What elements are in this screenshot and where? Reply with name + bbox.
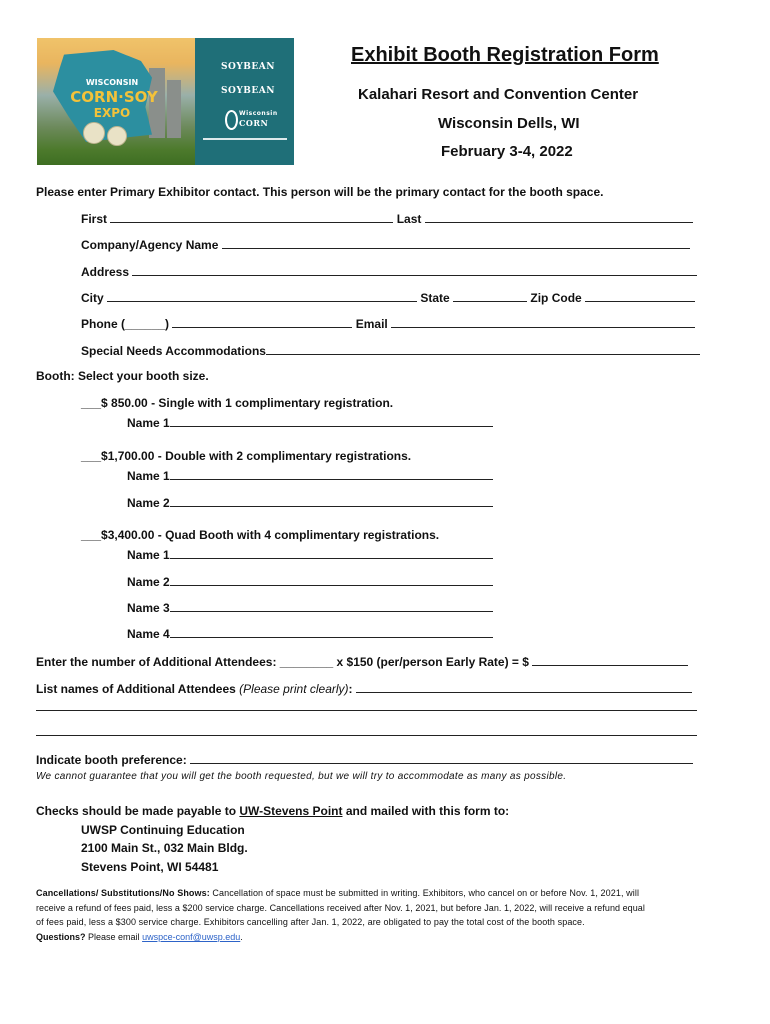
last-name-field[interactable] xyxy=(425,211,693,223)
company-row xyxy=(81,237,690,252)
attendee-list-row xyxy=(36,681,692,696)
double-name2-field[interactable] xyxy=(170,495,493,507)
city-row xyxy=(81,290,695,305)
policy-line-2: receive a refund of fees paid, less a $200 service charge. Cancellations received after Nov. 1, 2021, but before Jan. 1, 2022, will receive a refund equal xyxy=(36,903,645,913)
mailing-address-line3: Stevens Point, WI 54481 xyxy=(81,860,219,874)
booth-preference-field[interactable] xyxy=(190,752,693,764)
contact-intro: Please enter Primary Exhibitor contact. This person will be the primary contact for the booth space. xyxy=(36,185,604,199)
logo-wisconsin-text: WISCONSIN xyxy=(85,78,139,87)
sponsor-logo-soybean-2: SOYBEAN xyxy=(221,86,275,96)
company-field[interactable] xyxy=(222,237,690,249)
address-field[interactable] xyxy=(132,264,697,276)
sponsor-logo-corn: CORN xyxy=(239,118,269,128)
city-field[interactable] xyxy=(107,290,417,302)
quad-name3-row xyxy=(127,600,493,615)
double-name2-row xyxy=(127,495,493,510)
sponsor-logo-soybean: SOYBEAN xyxy=(221,62,275,72)
expo-logo-banner xyxy=(37,38,294,165)
payment-line-pre: Checks should be made payable to xyxy=(36,804,240,818)
attendee-count-row xyxy=(36,654,688,669)
corn-icon xyxy=(225,110,238,130)
name3-label: Name 3 xyxy=(127,601,170,615)
first-name-row xyxy=(81,211,693,226)
name1-label: Name 1 xyxy=(127,469,170,483)
city-label: City xyxy=(81,291,104,305)
booth-heading: Booth: Select your booth size. xyxy=(36,369,209,383)
first-name-label: First xyxy=(81,212,108,226)
quad-name2-row xyxy=(127,574,493,589)
name2-label: Name 2 xyxy=(127,496,170,510)
soybean-icon xyxy=(107,126,127,146)
name4-label: Name 4 xyxy=(127,627,170,641)
address-label: Address xyxy=(81,265,130,279)
name1-label: Name 1 xyxy=(127,548,170,562)
company-label: Company/Agency Name xyxy=(81,238,219,252)
special-needs-row xyxy=(81,343,700,358)
payment-payee: UW-Stevens Point xyxy=(239,804,343,818)
first-name-field[interactable] xyxy=(110,211,393,223)
double-name1-field[interactable] xyxy=(170,468,493,480)
mailing-address-line1: UWSP Continuing Education xyxy=(81,823,245,837)
booth-option-double[interactable]: ___$1,700.00 - Double with 2 complimentary registrations. xyxy=(81,449,412,463)
payment-instructions xyxy=(36,804,509,818)
policy-text-1: Cancellation of space must be submitted in writing. Exhibitors, who cancel on or before Nov. 1, 2021, will xyxy=(212,888,640,898)
sponsor-logo-corn-top: Wisconsin xyxy=(239,110,278,117)
attendee-list-line-3[interactable] xyxy=(36,735,697,736)
attendee-list-field[interactable] xyxy=(356,681,692,693)
page-title: Exhibit Booth Registration Form xyxy=(351,44,659,66)
attendee-list-colon: : xyxy=(348,682,353,696)
single-name1-field[interactable] xyxy=(170,415,493,427)
phone-email-row xyxy=(81,316,695,331)
questions-line xyxy=(36,932,243,942)
policy-label: Cancellations/ Substitutions/No Shows: xyxy=(36,888,210,898)
special-needs-label: Special Needs Accommodations xyxy=(81,344,266,358)
attendee-total-field[interactable] xyxy=(532,654,688,666)
state-field[interactable] xyxy=(453,290,527,302)
booth-preference-row xyxy=(36,752,693,767)
double-name1-row xyxy=(127,468,493,483)
questions-label: Questions? xyxy=(36,932,86,942)
logo-expo-text: EXPO xyxy=(93,106,131,120)
silo-shape xyxy=(167,80,181,138)
payment-line-post: and mailed with this form to: xyxy=(342,804,510,818)
quad-name1-field[interactable] xyxy=(170,547,493,559)
quad-name2-field[interactable] xyxy=(170,574,493,586)
questions-period: . xyxy=(240,932,243,942)
booth-preference-label: Indicate booth preference: xyxy=(36,753,187,767)
last-name-label: Last xyxy=(396,212,422,226)
logo-corn-soy-text: CORN·SOY xyxy=(70,88,158,106)
attendee-count-label: Enter the number of Additional Attendees: ________ x $150 (per/person Early Rate) = $ xyxy=(36,655,529,669)
questions-text: Please email xyxy=(88,932,140,942)
single-name1-row xyxy=(127,415,493,430)
zip-field[interactable] xyxy=(585,290,695,302)
name2-label: Name 2 xyxy=(127,575,170,589)
special-needs-field[interactable] xyxy=(266,343,700,355)
policy-line-1 xyxy=(36,888,639,898)
quad-name4-row xyxy=(127,626,493,641)
phone-label: Phone (______) xyxy=(81,317,170,331)
booth-option-single[interactable]: ___$ 850.00 - Single with 1 complimentary registration. xyxy=(81,396,394,410)
contact-email-link[interactable]: uwspce-conf@uwsp.edu xyxy=(142,932,241,942)
name1-label: Name 1 xyxy=(127,416,170,430)
venue-city: Wisconsin Dells, WI xyxy=(438,115,580,132)
state-label: State xyxy=(420,291,450,305)
quad-name4-field[interactable] xyxy=(170,626,493,638)
soybean-icon xyxy=(83,122,105,144)
sponsor-panel xyxy=(195,38,294,165)
quad-name3-field[interactable] xyxy=(170,600,493,612)
attendee-list-label: List names of Additional Attendees xyxy=(36,682,236,696)
sponsor-strip xyxy=(203,138,287,140)
phone-field[interactable] xyxy=(172,316,352,328)
venue-name: Kalahari Resort and Convention Center xyxy=(358,86,639,103)
mailing-address-line2: 2100 Main St., 032 Main Bldg. xyxy=(81,841,248,855)
event-dates: February 3-4, 2022 xyxy=(441,143,573,160)
booth-preference-note: We cannot guarantee that you will get the booth requested, but we will try to accommodate as many as possible. xyxy=(36,771,567,782)
quad-name1-row xyxy=(127,547,493,562)
booth-option-quad[interactable]: ___$3,400.00 - Quad Booth with 4 complimentary registrations. xyxy=(81,528,440,542)
email-field[interactable] xyxy=(391,316,695,328)
address-row xyxy=(81,264,697,279)
zip-label: Zip Code xyxy=(530,291,582,305)
email-label: Email xyxy=(355,317,388,331)
policy-line-3: of fees paid, less a $300 service charge. Exhibitors cancelling after Jan. 1, 2022, are obligated to pay the total cost of the booth space. xyxy=(36,917,585,927)
attendee-list-note: (Please print clearly) xyxy=(239,682,349,696)
attendee-list-line-2[interactable] xyxy=(36,710,697,711)
